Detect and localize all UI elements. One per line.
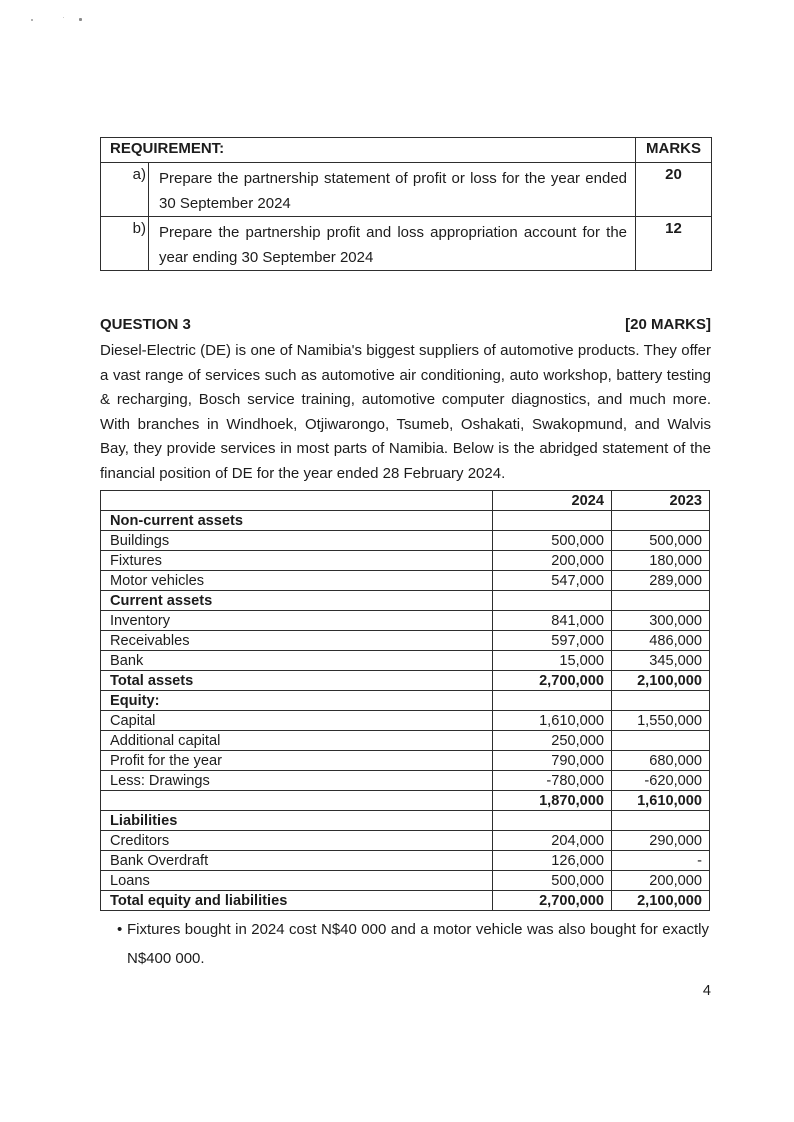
value-2023: 200,000 — [612, 871, 710, 891]
row-label: Loans — [101, 871, 493, 891]
note-text: Fixtures bought in 2024 cost N$40 000 and a motor vehicle was also bought for exactly N$400 000. — [127, 921, 709, 967]
row-label: Current assets — [101, 591, 493, 611]
value-2024: 500,000 — [493, 531, 612, 551]
value-2024 — [493, 591, 612, 611]
value-2023: 2,100,000 — [612, 891, 710, 911]
value-2023 — [612, 591, 710, 611]
row-label: Non-current assets — [101, 511, 493, 531]
value-2023: 2,100,000 — [612, 671, 710, 691]
marks-value: 12 — [636, 217, 712, 271]
value-2024 — [493, 811, 612, 831]
year-header-row — [101, 491, 710, 511]
value-2023: 345,000 — [612, 651, 710, 671]
value-2023: 1,610,000 — [612, 791, 710, 811]
row-label: Receivables — [101, 631, 493, 651]
value-2024: -780,000 — [493, 771, 612, 791]
value-2023: 680,000 — [612, 751, 710, 771]
table-row — [101, 651, 710, 671]
value-2024 — [493, 511, 612, 531]
value-2023 — [612, 811, 710, 831]
value-2023 — [612, 511, 710, 531]
value-2024: 500,000 — [493, 871, 612, 891]
table-row — [101, 551, 710, 571]
requirement-header-row — [101, 138, 712, 163]
value-2024: 790,000 — [493, 751, 612, 771]
value-2024: 841,000 — [493, 611, 612, 631]
row-label: Capital — [101, 711, 493, 731]
value-2024: 1,870,000 — [493, 791, 612, 811]
table-row — [101, 511, 710, 531]
value-2023: 289,000 — [612, 571, 710, 591]
table-row — [101, 691, 710, 711]
value-2023: 500,000 — [612, 531, 710, 551]
value-2024: 200,000 — [493, 551, 612, 571]
table-row — [101, 711, 710, 731]
value-2024: 2,700,000 — [493, 671, 612, 691]
note-item — [100, 915, 711, 973]
question-title: QUESTION 3 — [100, 316, 191, 333]
empty-header-cell — [101, 491, 493, 511]
table-row — [101, 891, 710, 911]
table-row — [101, 831, 710, 851]
value-2024: 126,000 — [493, 851, 612, 871]
scan-artifact-dot — [63, 17, 64, 18]
value-2023: 486,000 — [612, 631, 710, 651]
question-marks: [20 MARKS] — [625, 316, 711, 333]
value-2023 — [612, 691, 710, 711]
value-2023: 290,000 — [612, 831, 710, 851]
requirement-row-a — [101, 163, 712, 217]
value-2024: 2,700,000 — [493, 891, 612, 911]
value-2024: 1,610,000 — [493, 711, 612, 731]
requirement-text: Prepare the partnership profit and loss appropriation account for the year ending 30 September 2024 — [149, 217, 636, 271]
scan-artifact-dot — [31, 19, 33, 21]
value-2023: 180,000 — [612, 551, 710, 571]
table-row — [101, 811, 710, 831]
row-label: Equity: — [101, 691, 493, 711]
item-letter: a) — [101, 163, 149, 217]
value-2024 — [493, 691, 612, 711]
table-row — [101, 871, 710, 891]
row-label: Motor vehicles — [101, 571, 493, 591]
bullet-icon: • — [117, 921, 123, 938]
row-label: Fixtures — [101, 551, 493, 571]
table-row — [101, 791, 710, 811]
table-row — [101, 631, 710, 651]
table-row — [101, 771, 710, 791]
year-header-2023: 2023 — [612, 491, 710, 511]
table-row — [101, 671, 710, 691]
row-label: Creditors — [101, 831, 493, 851]
value-2023: 1,550,000 — [612, 711, 710, 731]
requirement-table — [100, 137, 712, 271]
marks-value: 20 — [636, 163, 712, 217]
table-row — [101, 591, 710, 611]
value-2024: 597,000 — [493, 631, 612, 651]
value-2023: -620,000 — [612, 771, 710, 791]
row-label: Total equity and liabilities — [101, 891, 493, 911]
table-row — [101, 851, 710, 871]
requirement-text: Prepare the partnership statement of profit or loss for the year ended 30 September 2024 — [149, 163, 636, 217]
table-row — [101, 571, 710, 591]
year-header-2024: 2024 — [493, 491, 612, 511]
financial-table — [100, 490, 710, 911]
value-2023 — [612, 731, 710, 751]
value-2023: 300,000 — [612, 611, 710, 631]
row-label: Additional capital — [101, 731, 493, 751]
row-label — [101, 791, 493, 811]
row-label: Profit for the year — [101, 751, 493, 771]
table-row — [101, 751, 710, 771]
row-label: Liabilities — [101, 811, 493, 831]
intro-paragraph: Diesel-Electric (DE) is one of Namibia's biggest suppliers of automotive products. They offer a vast range of services such as automotive air conditioning, auto workshop, battery testing & recharging, Bosch service training, automotive computer diagnostics, and much more. With branches in Windhoek, Otjiwarongo, Tsumeb, Oshakati, Swakopmund, and Walvis Bay, they provide services in most parts of Namibia. Below is the abridged statement of the financial position of DE for the year ended 28 February 2024. — [100, 342, 711, 482]
marks-header: MARKS — [636, 138, 712, 163]
row-label: Total assets — [101, 671, 493, 691]
question-heading — [100, 316, 711, 333]
table-row — [101, 531, 710, 551]
value-2023: - — [612, 851, 710, 871]
value-2024: 15,000 — [493, 651, 612, 671]
table-row — [101, 611, 710, 631]
row-label: Inventory — [101, 611, 493, 631]
value-2024: 250,000 — [493, 731, 612, 751]
table-row — [101, 731, 710, 751]
scan-artifact-dot — [79, 18, 82, 21]
row-label: Less: Drawings — [101, 771, 493, 791]
row-label: Bank — [101, 651, 493, 671]
value-2024: 204,000 — [493, 831, 612, 851]
item-letter: b) — [101, 217, 149, 271]
requirement-row-b — [101, 217, 712, 271]
page-number: 4 — [702, 983, 711, 999]
row-label: Buildings — [101, 531, 493, 551]
requirement-header: REQUIREMENT: — [101, 138, 636, 163]
row-label: Bank Overdraft — [101, 851, 493, 871]
value-2024: 547,000 — [493, 571, 612, 591]
